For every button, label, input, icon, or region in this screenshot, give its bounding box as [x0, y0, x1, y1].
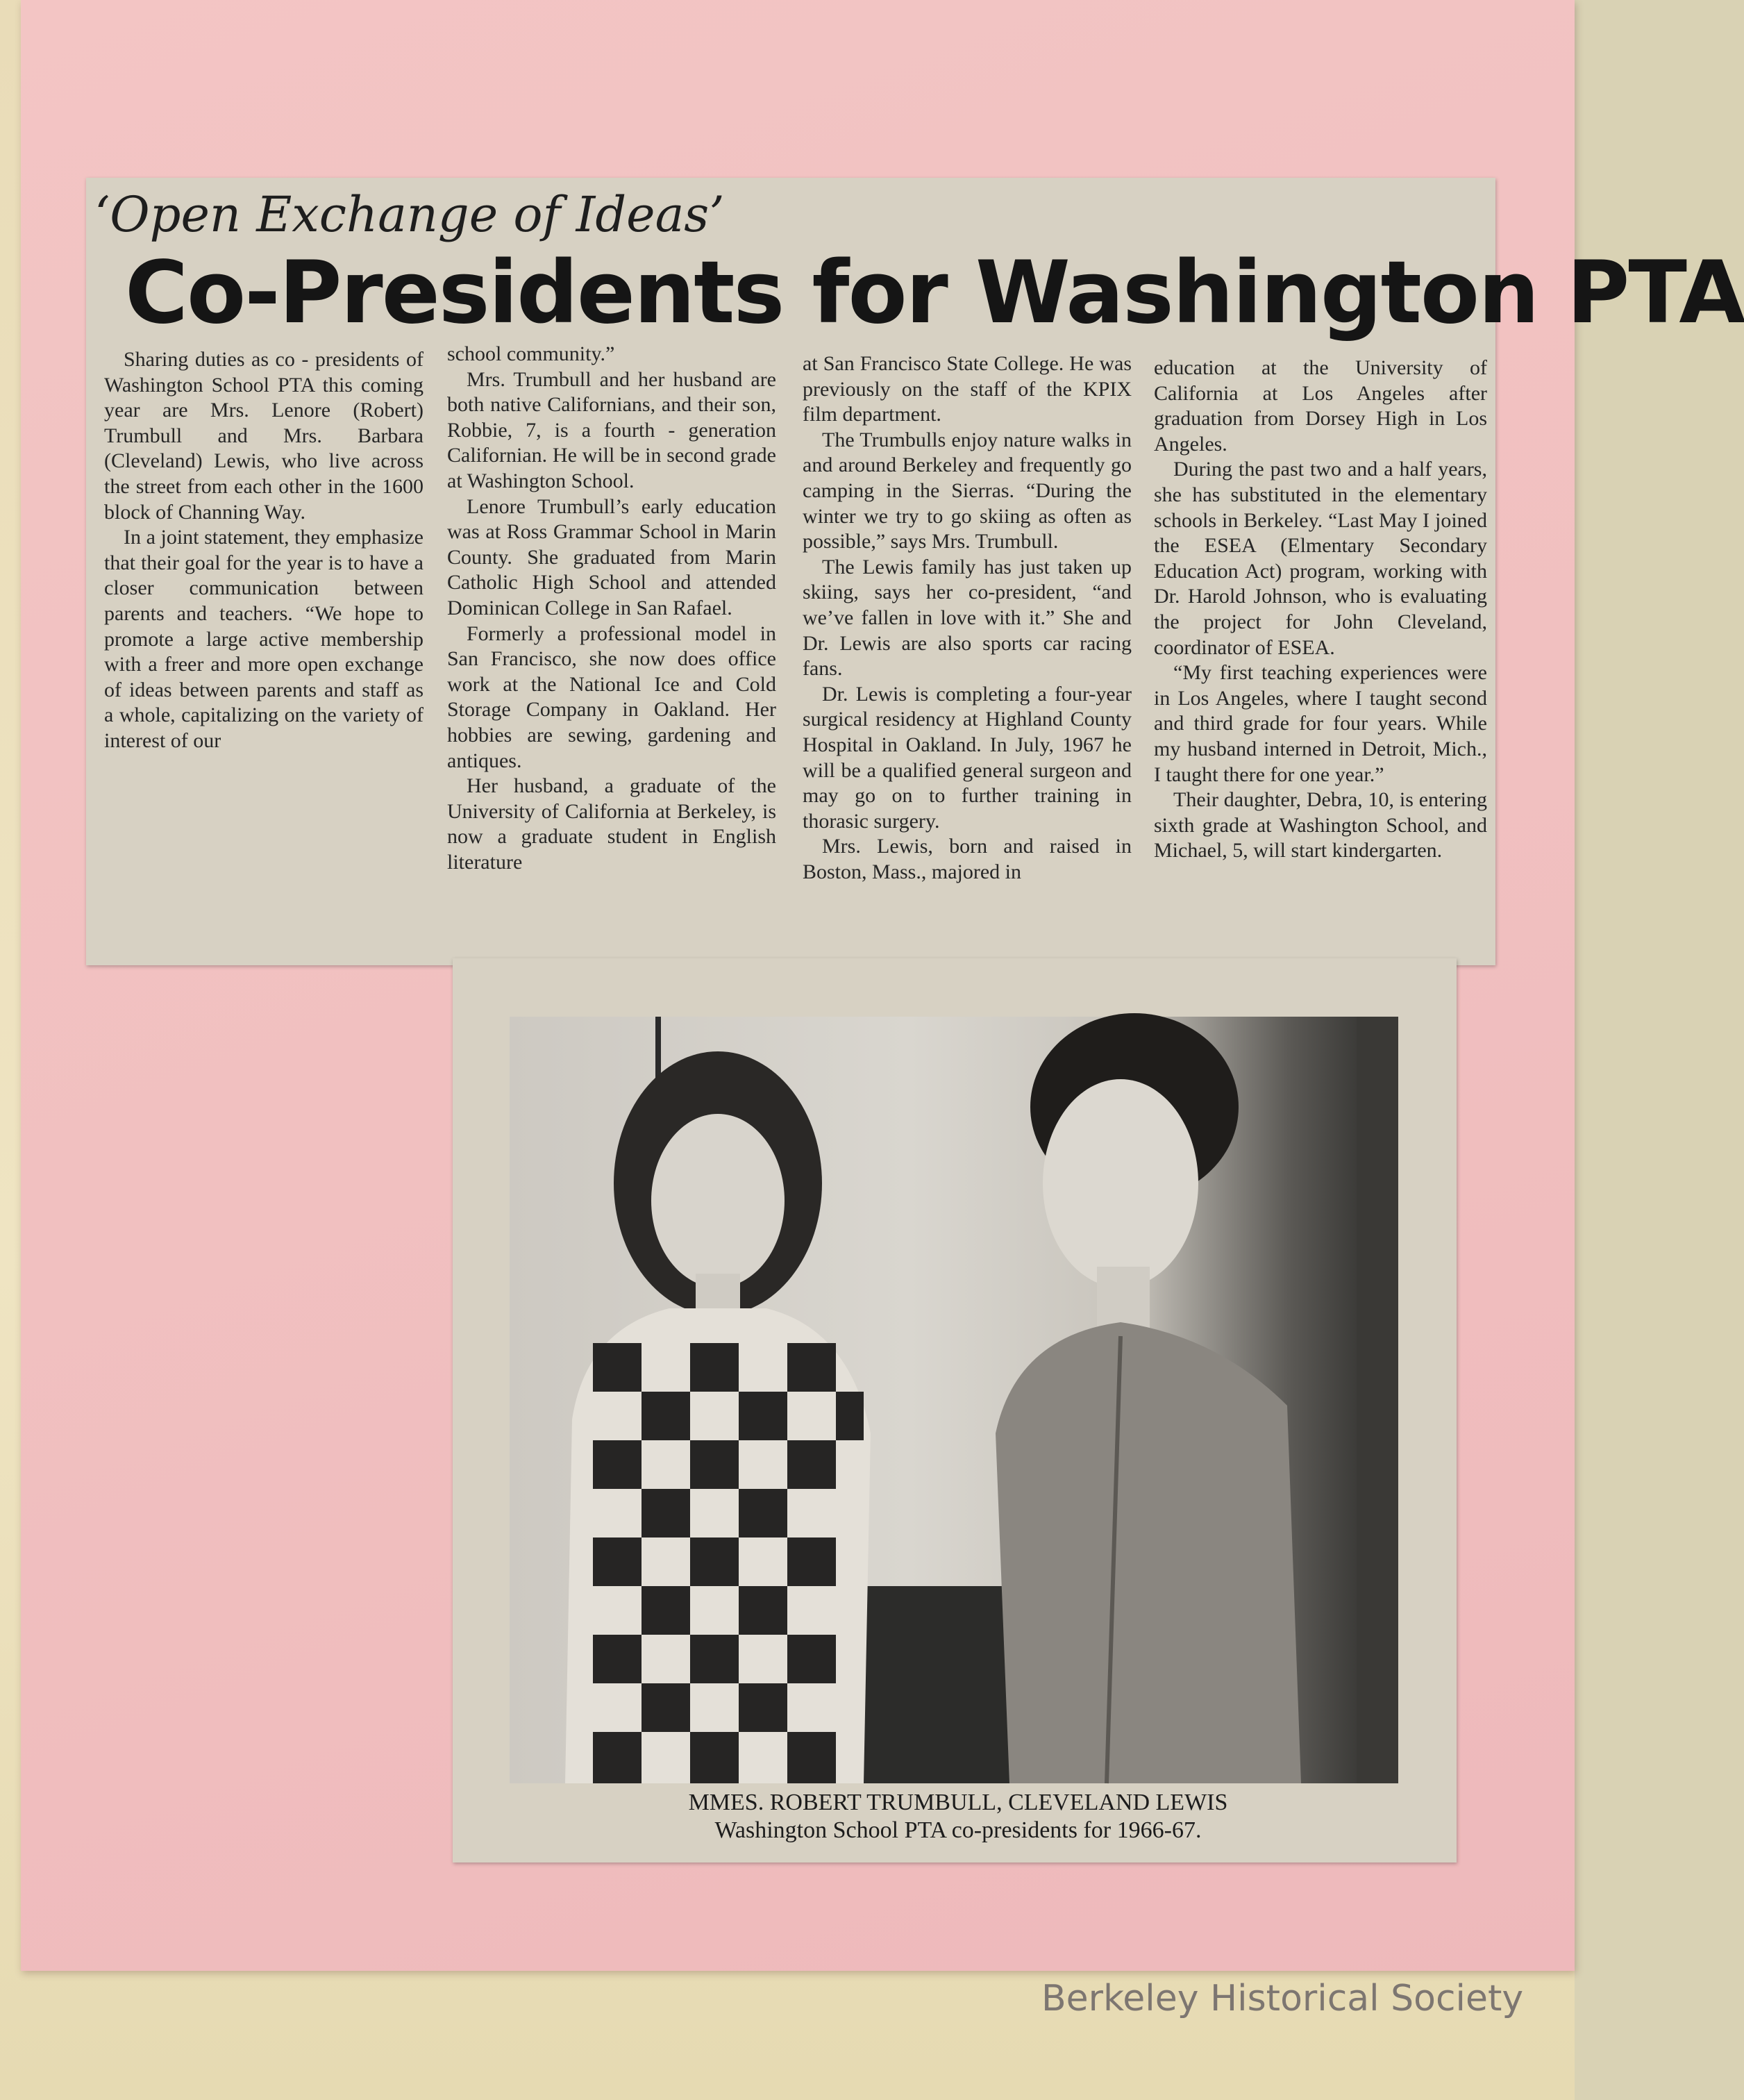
co-presidents-photo: [510, 1017, 1398, 1783]
main-headline: Co-Presidents for Washington PTA: [125, 243, 1744, 343]
paragraph: The Lewis family has just taken up skiing, says her co-president, “and we’ve fallen in love with it.” She and Dr. Lewis are also sports car racing fans.: [803, 555, 1132, 681]
watermark: Berkeley Historical Society: [1041, 1978, 1524, 2019]
caption-line-1: MMES. ROBERT TRUMBULL, CLEVELAND LEWIS: [688, 1790, 1228, 1815]
photo-caption: [486, 1789, 1430, 1851]
paragraph: school community.”: [447, 342, 615, 365]
paragraph: education at the University of California at Los Angeles after graduation from Dorsey High in Los Angeles.: [1154, 356, 1487, 456]
article-column-4: [1154, 356, 1487, 864]
paragraph: Mrs. Lewis, born and raised in Boston, Mass., majored in: [803, 835, 1132, 883]
paragraph: The Trumbulls enjoy nature walks in and around Berkeley and frequently go camping in the Sierras. “During the winter we try to go skiing as often as possible,” says Mrs. Trumbull.: [803, 428, 1132, 553]
paragraph: Formerly a professional model in San Francisco, she now does office work at the National Ice and Cold Storage Company in Oakland. Her hobbies are sewing, gardening and antiques.: [447, 622, 776, 772]
photo-illustration: [510, 1017, 1398, 1783]
paragraph: Sharing duties as co - presidents of Washington School PTA this coming year are Mrs. Lenore (Robert) Trumbull and Mrs. Barbara (Cleveland) Lewis, who live across the street from each other in the 1600 block of Channing Way.: [104, 348, 424, 524]
paragraph: “My first teaching experiences were in Los Angeles, where I taught second and third grade for four years. While my husband interned in Detroit, Mich., I taught there for one year.”: [1154, 661, 1487, 786]
article-column-1: [104, 347, 424, 754]
paragraph: Mrs. Trumbull and her husband are both native Californians, and their son, Robbie, 7, is a fourth - generation Californian. He will be in second grade at Washington School.: [447, 367, 776, 492]
paragraph: Their daughter, Debra, 10, is entering sixth grade at Washington School, and Michael, 5, will start kindergarten.: [1154, 788, 1487, 862]
paragraph: In a joint statement, they emphasize that their goal for the year is to have a closer communication between parents and teachers. “We hope to promote a large active membership with a freer and more open exchange of ideas between parents and staff as a whole, capitalizing on the variety of interest of our: [104, 526, 424, 752]
paragraph: Lenore Trumbull’s early education was at Ross Grammar School in Marin County. She graduated from Marin Catholic High School and attended Dominican College in San Rafael.: [447, 494, 776, 619]
kicker-headline: ‘Open Exchange of Ideas’: [94, 186, 725, 243]
article-column-3: [803, 351, 1132, 885]
article-column-2: [447, 342, 776, 875]
paragraph: During the past two and a half years, she has substituted in the elementary schools in Berkeley. “Last May I joined the ESEA (Elmentary Secondary Education Act) program, working with Dr. Harold Johnson, who is evaluating the project for John Cleveland, coordinator of ESEA.: [1154, 458, 1487, 659]
caption-line-2: Washington School PTA co-presidents for 1966-67.: [714, 1817, 1202, 1843]
paragraph: at San Francisco State College. He was previously on the staff of the KPIX film department.: [803, 352, 1132, 426]
paragraph: Her husband, a graduate of the University of California at Berkeley, is now a graduate student in English literature: [447, 774, 776, 874]
paragraph: Dr. Lewis is completing a four-year surgical residency at Highland County Hospital in Oakland. In July, 1967 he will be a qualified general surgeon and may go on to further training in thorasic surgery.: [803, 682, 1132, 833]
